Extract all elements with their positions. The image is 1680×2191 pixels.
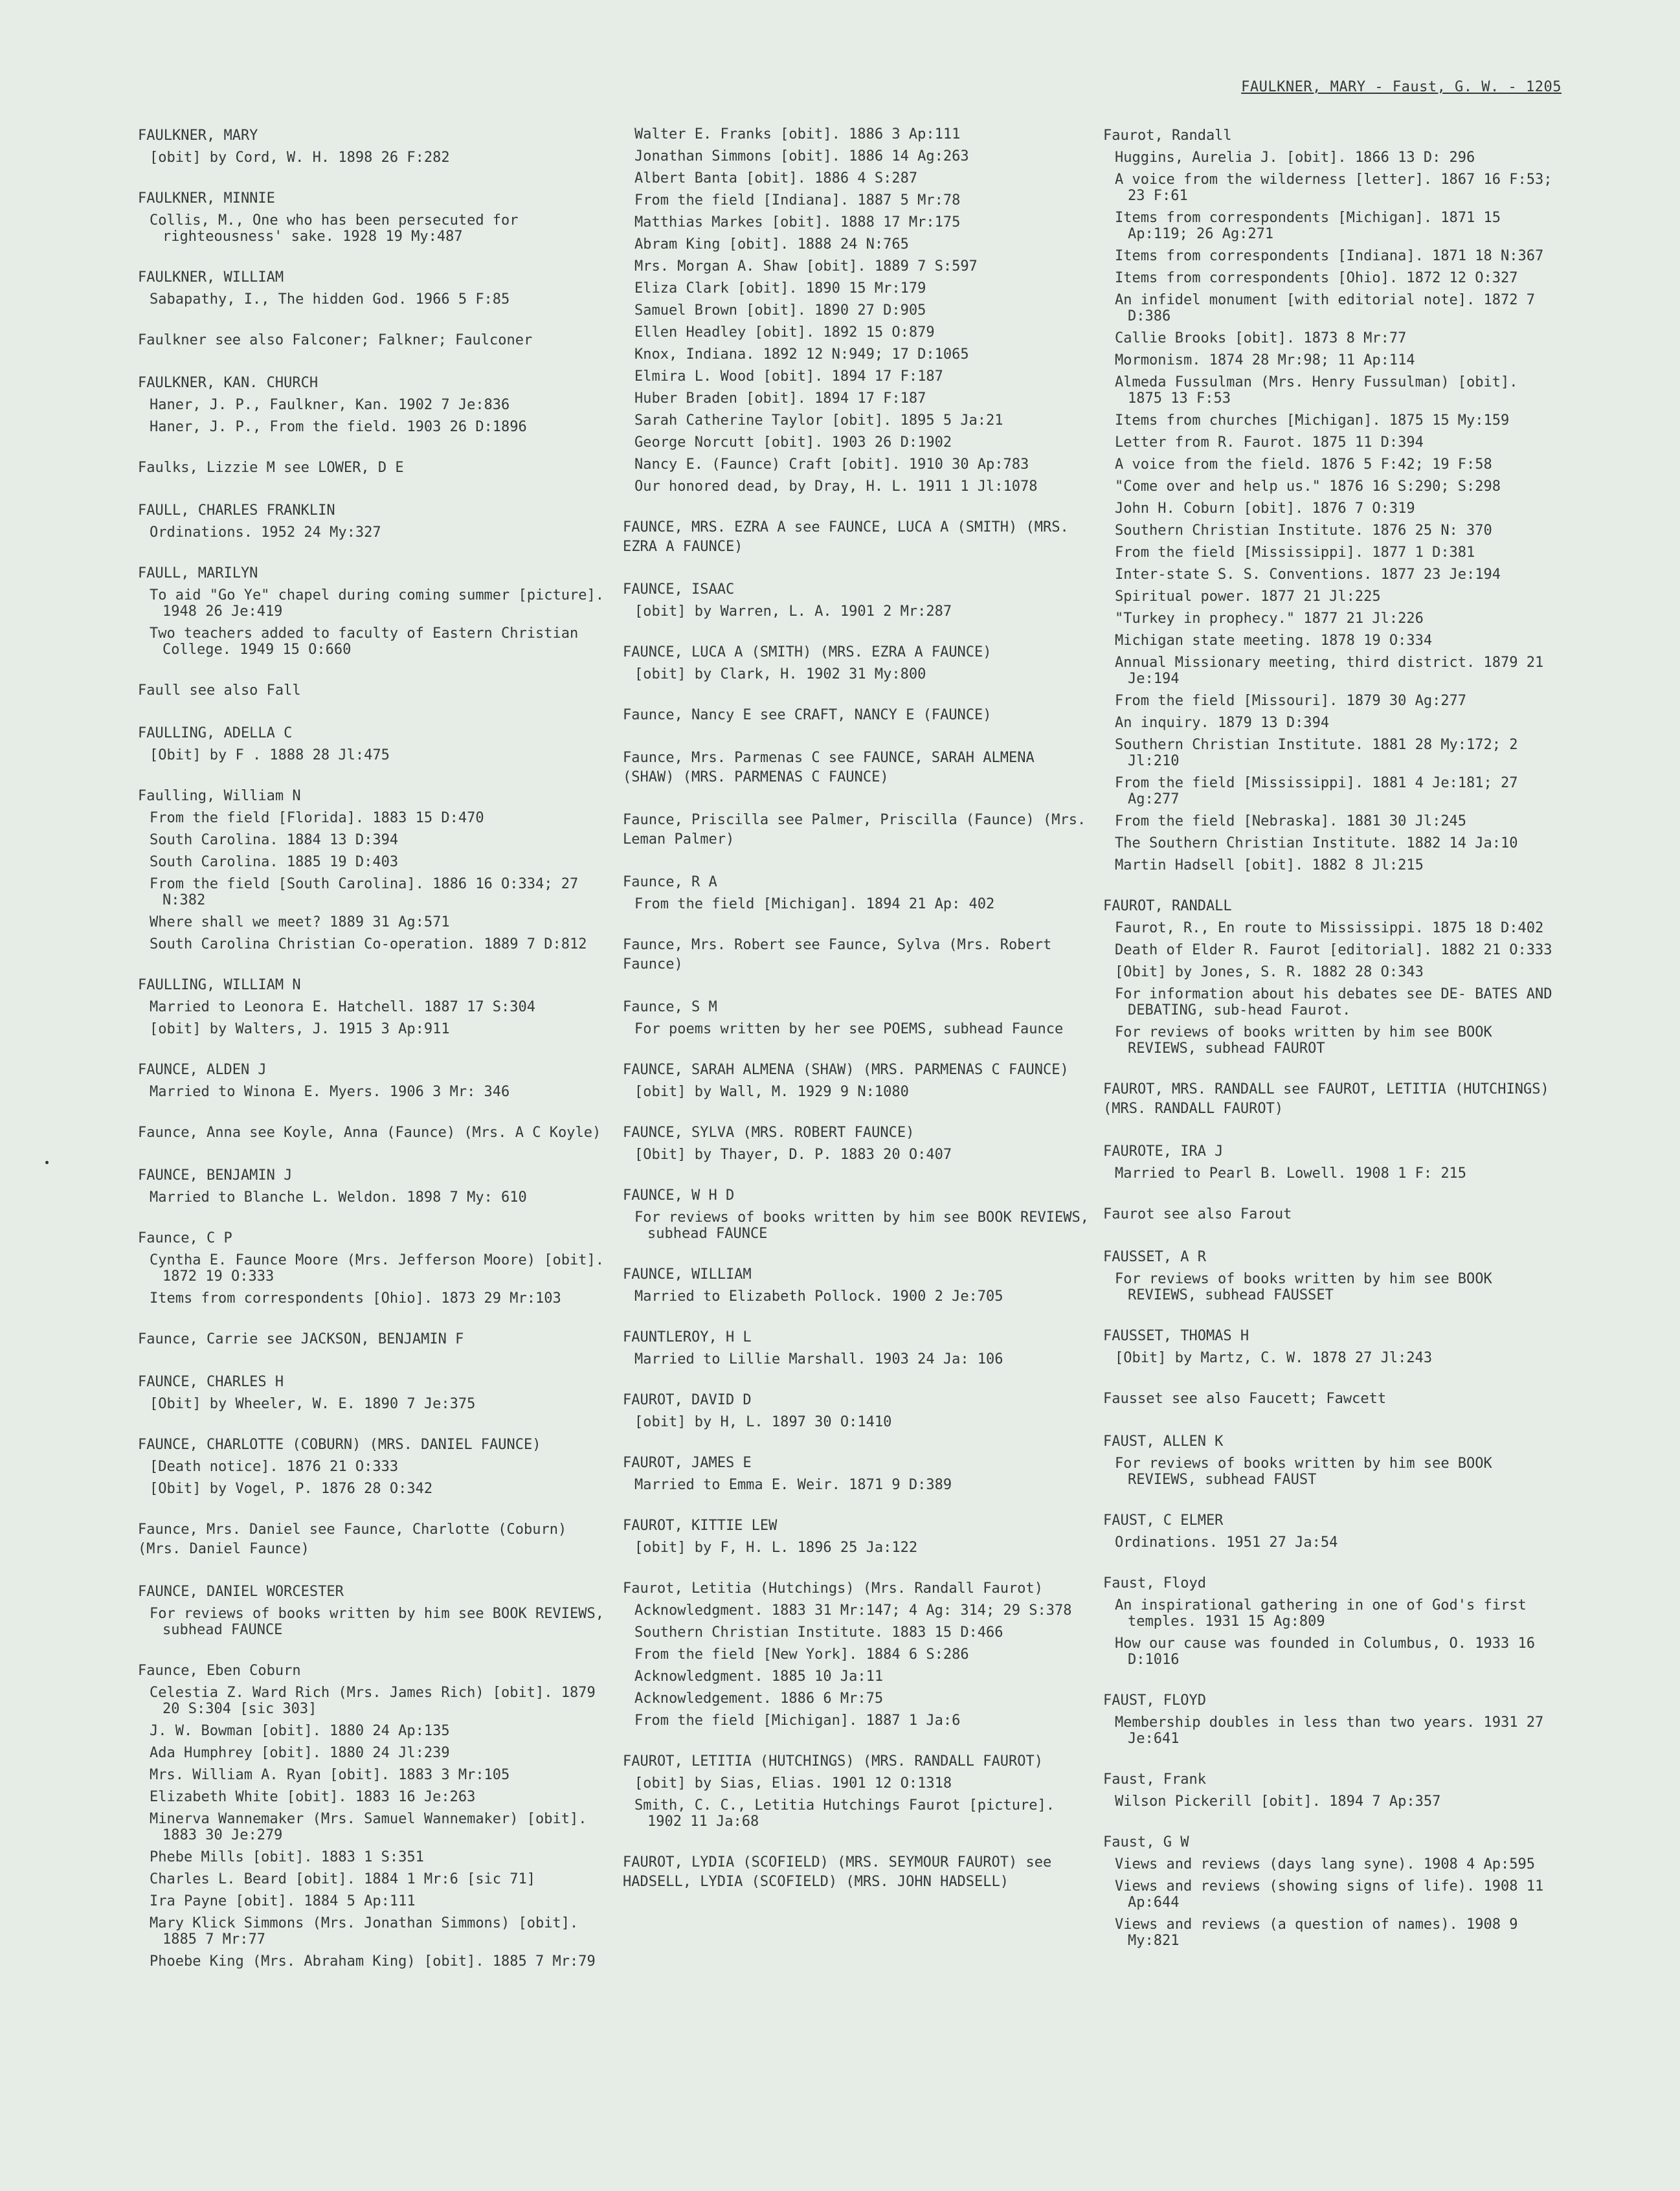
index-entry — [138, 458, 604, 478]
entry-citation: [obit] by F, H. L. 1896 25 Ja:122 — [634, 1540, 918, 1556]
entry-citation: For reviews of books written by him see BOOK REVIEWS, subhead FAUSSET — [1115, 1271, 1501, 1303]
entry-citation: Eliza Clark [obit]. 1890 15 Mr:179 — [634, 280, 926, 297]
index-entry — [623, 1853, 1089, 1892]
entry-citation: For reviews of books written by him see BOOK REVIEWS, subhead FAUNCE — [634, 1209, 1098, 1242]
entry-citation: Walter E. Franks [obit]. 1886 3 Ap:111 — [634, 126, 961, 142]
entry-citation: Views and reviews (showing signs of life). 1908 11 Ap:644 — [1115, 1878, 1552, 1911]
index-entry — [623, 518, 1089, 557]
entry-citation: Where shall we meet? 1889 31 Ag:571 — [150, 914, 450, 930]
entry-heading: FAUROT, LYDIA (SCOFIELD) (MRS. SEYMOUR FAUROT) see HADSELL, LYDIA (SCOFIELD) (MRS. JOHN HADSELL) — [623, 1854, 1060, 1890]
index-entry — [623, 1454, 1089, 1493]
entry-citation: From the field [South Carolina]. 1886 16 O:334; 27 N:382 — [150, 876, 587, 908]
entry-citation: [obit] by Walters, J. 1915 3 Ap:911 — [150, 1021, 450, 1037]
entry-citation: Two teachers added to faculty of Eastern Christian College. 1949 15 O:660 — [150, 625, 587, 658]
index-entry — [1103, 1205, 1556, 1224]
entry-heading: FAULKNER, MARY — [138, 128, 258, 144]
index-entry — [138, 331, 604, 350]
entry-heading: FAUNCE, CHARLOTTE (COBURN) (MRS. DANIEL FAUNCE) — [138, 1437, 541, 1453]
entry-citation: Cyntha E. Faunce Moore (Mrs. Jefferson Moore) [obit]. 1872 19 O:333 — [150, 1252, 613, 1285]
entry-citation: Nancy E. (Faunce) Craft [obit]. 1910 30 Ap:783 — [634, 456, 1029, 473]
margin-speck — [45, 1161, 49, 1164]
entry-heading: FAULKNER, MINNIE — [138, 190, 275, 207]
entry-citation: Items from correspondents [Ohio]. 1872 12 O:327 — [1115, 270, 1518, 286]
index-entry — [623, 126, 1089, 495]
entry-heading: FAULLING, WILLIAM N — [138, 977, 301, 993]
index-entry — [138, 1330, 604, 1349]
entry-citation: Mrs. Morgan A. Shaw [obit]. 1889 7 S:597 — [634, 258, 978, 275]
entry-heading: Faurot, Letitia (Hutchings) (Mrs. Randall Faurot) — [623, 1580, 1044, 1597]
index-entry — [623, 643, 1089, 682]
entry-citation: Southern Christian Institute. 1883 15 D:466 — [634, 1624, 1003, 1641]
entry-citation: Married to Elizabeth Pollock. 1900 2 Je:705 — [634, 1288, 1003, 1305]
entry-citation: Abram King [obit]. 1888 24 N:765 — [634, 236, 909, 253]
entry-heading: Faunce, Priscilla see Palmer, Priscilla (Faunce) (Mrs. Leman Palmer) — [623, 812, 1095, 848]
entry-citation: John H. Coburn [obit]. 1876 7 O:319 — [1115, 500, 1415, 517]
entry-citation: [obit] by Cord, W. H. 1898 26 F:282 — [150, 150, 450, 166]
entry-heading: FAULL, CHARLES FRANKLIN — [138, 502, 335, 519]
index-entry — [138, 1661, 604, 1970]
entry-heading: FAUNCE, BENJAMIN J — [138, 1167, 293, 1184]
index-entry — [1103, 1574, 1556, 1668]
entry-citation: Death of Elder R. Faurot [editorial]. 1882 21 O:333 — [1115, 942, 1552, 958]
entry-citation: From the field [Florida]. 1883 15 D:470 — [150, 810, 484, 826]
entry-citation: Huggins, Aurelia J. [obit]. 1866 13 D: 296 — [1115, 150, 1475, 166]
index-entry — [138, 1373, 604, 1412]
entry-citation: Acknowledgement. 1886 6 Mr:75 — [634, 1691, 884, 1707]
index-entry — [623, 1579, 1089, 1729]
index-entry — [138, 501, 604, 541]
entry-citation: From the field [Michigan]. 1894 21 Ap: 402 — [634, 896, 995, 912]
entry-citation: Smith, C. C., Letitia Hutchings Faurot [picture]. 1902 11 Ja:68 — [634, 1797, 1064, 1830]
entry-heading: FAUST, C ELMER — [1103, 1512, 1224, 1529]
index-entry — [623, 936, 1089, 974]
entry-citation: [obit] by H, L. 1897 30 O:1410 — [634, 1414, 892, 1430]
entry-citation: From the field [Michigan]. 1887 1 Ja:6 — [634, 1713, 961, 1729]
entry-heading: FAUROT, RANDALL — [1103, 898, 1232, 914]
entry-citation: Mrs. William A. Ryan [obit]. 1883 3 Mr:105 — [150, 1767, 510, 1783]
index-entry — [623, 1186, 1098, 1242]
entry-heading: Faunce, Eben Coburn — [138, 1663, 301, 1679]
entry-citation: Ordinations. 1952 24 My:327 — [150, 524, 381, 541]
index-entry — [1103, 1833, 1556, 1949]
entry-citation: Married to Pearl B. Lowell. 1908 1 F: 215 — [1115, 1165, 1467, 1182]
entry-citation: Married to Lillie Marshall. 1903 24 Ja: 106 — [634, 1351, 1003, 1367]
entry-citation: J. W. Bowman [obit]. 1880 24 Ap:135 — [150, 1723, 450, 1739]
entry-citation: Acknowledgment. 1883 31 Mr:147; 4 Ag: 314; 29 S:378 — [634, 1602, 1072, 1619]
entry-citation: [Obit] by Thayer, D. P. 1883 20 O:407 — [634, 1147, 952, 1163]
entry-heading: Faurot, Randall — [1103, 128, 1232, 144]
entry-citation: For reviews of books written by him see BOOK REVIEWS, subhead FAUST — [1115, 1455, 1501, 1488]
entry-heading: Faunce, Anna see Koyle, Anna (Faunce) (Mrs. A C Koyle) — [138, 1125, 601, 1141]
index-entry — [623, 1123, 1089, 1163]
index-entry — [138, 564, 613, 658]
entry-heading: FAUNCE, ALDEN J — [138, 1062, 267, 1078]
entry-citation: Southern Christian Institute. 1881 28 My:172; 2 Jl:210 — [1115, 737, 1527, 769]
entry-heading: FAUROT, KITTIE LEW — [623, 1518, 778, 1534]
index-entry — [623, 1328, 1089, 1367]
entry-heading: Faust, Floyd — [1103, 1575, 1206, 1591]
entry-citation: From the field [Mississippi]. 1877 1 D:381 — [1115, 545, 1475, 561]
entry-citation: Elizabeth White [obit]. 1883 16 Je:263 — [150, 1789, 476, 1805]
entry-heading: Faunce, Mrs. Robert see Faunce, Sylva (Mrs. Robert Faunce) — [623, 937, 1060, 972]
entry-heading: Fausset see also Faucett; Fawcett — [1103, 1391, 1387, 1407]
index-entry — [1103, 1691, 1556, 1747]
entry-heading: FAUROT, DAVID D — [623, 1392, 752, 1408]
entry-citation: Haner, J. P., From the field. 1903 26 D:1896 — [150, 419, 527, 435]
entry-heading: FAUNCE, W H D — [623, 1187, 735, 1204]
entry-heading: FAUST, FLOYD — [1103, 1692, 1206, 1709]
entry-heading: Faunce, Carrie see JACKSON, BENJAMIN F — [138, 1331, 464, 1347]
index-column-3 — [1103, 126, 1561, 1972]
entry-citation: Samuel Brown [obit]. 1890 27 D:905 — [634, 302, 926, 319]
entry-citation: Jonathan Simmons [obit]. 1886 14 Ag:263 — [634, 148, 969, 164]
entry-citation: An inspirational gathering in one of God's first temples. 1931 15 Ag:809 — [1115, 1597, 1536, 1630]
entry-heading: FAUROT, LETITIA (HUTCHINGS) (MRS. RANDALL FAUROT) — [623, 1753, 1044, 1770]
entry-heading: Faulks, Lizzie M see LOWER, D E — [138, 460, 404, 476]
index-entry — [1103, 126, 1561, 873]
entry-citation: From the field [Missouri]. 1879 30 Ag:277 — [1115, 693, 1467, 709]
entry-citation: [Obit] by Wheeler, W. E. 1890 7 Je:375 — [150, 1396, 476, 1412]
entry-citation: [obit] by Clark, H. 1902 31 My:800 — [634, 666, 926, 682]
index-entry — [1103, 1248, 1556, 1303]
entry-citation: Married to Winona E. Myers. 1906 3 Mr: 346 — [150, 1084, 510, 1100]
entry-citation: An infidel monument [with editorial note]. 1872 7 D:386 — [1115, 292, 1544, 324]
index-column-1 — [138, 126, 613, 1993]
index-entry — [623, 811, 1095, 849]
entry-heading: FAUNCE, SARAH ALMENA (SHAW) (MRS. PARMENAS C FAUNCE) — [623, 1062, 1069, 1078]
entry-heading: FAUROT, MRS. RANDALL see FAUROT, LETITIA (HUTCHINGS) (MRS. RANDALL FAUROT) — [1103, 1081, 1558, 1117]
index-entry — [1103, 1142, 1556, 1182]
entry-citation: Inter-state S. S. Conventions. 1877 23 Je:194 — [1115, 567, 1501, 583]
entry-citation: Wilson Pickerill [obit]. 1894 7 Ap:357 — [1115, 1793, 1441, 1810]
entry-heading: FAULKNER, WILLIAM — [138, 269, 284, 286]
index-entry — [138, 1520, 604, 1559]
entry-citation: [Obit] by Martz, C. W. 1878 27 Jl:243 — [1115, 1350, 1433, 1366]
index-entry — [623, 706, 1089, 725]
entry-citation: Michigan state meeting. 1878 19 O:334 — [1115, 633, 1433, 649]
entry-heading: FAUNTLEROY, H L — [623, 1329, 752, 1345]
entry-citation: Knox, Indiana. 1892 12 N:949; 17 D:1065 — [634, 346, 969, 363]
entry-heading: FAUNCE, ISAAC — [623, 581, 735, 598]
entry-citation: Sarah Catherine Taylor [obit]. 1895 5 Ja:21 — [634, 412, 1003, 429]
index-entry — [623, 580, 1089, 620]
entry-citation: South Carolina Christian Co-operation. 1889 7 D:812 — [150, 936, 587, 952]
entry-citation: For information about his debates see DE- BATES AND DEBATING, sub-head Faurot. — [1115, 986, 1561, 1018]
entry-citation: Phoebe King (Mrs. Abraham King) [obit]. 1885 7 Mr:79 — [150, 1953, 596, 1970]
entry-citation: Almeda Fussulman (Mrs. Henry Fussulman) [obit]. 1875 13 F:53 — [1115, 374, 1527, 407]
index-entry — [1103, 1080, 1556, 1119]
entry-heading: Faunce, Nancy E see CRAFT, NANCY E (FAUNCE) — [623, 707, 992, 723]
entry-heading: FAUNCE, LUCA A (SMITH) (MRS. EZRA A FAUNCE) — [623, 644, 992, 660]
index-entry — [623, 1391, 1089, 1430]
index-entry — [138, 189, 604, 245]
entry-citation: Ellen Headley [obit]. 1892 15 O:879 — [634, 324, 935, 341]
entry-citation: A voice from the field. 1876 5 F:42; 19 F:58 — [1115, 456, 1492, 473]
entry-citation: Married to Leonora E. Hatchell. 1887 17 S:304 — [150, 999, 536, 1015]
entry-citation: Minerva Wannemaker (Mrs. Samuel Wannemaker) [obit]. 1883 30 Je:279 — [150, 1811, 596, 1843]
entry-heading: FAUROTE, IRA J — [1103, 1143, 1224, 1160]
entry-citation: Callie Brooks [obit]. 1873 8 Mr:77 — [1115, 330, 1407, 346]
entry-citation: Views and reviews (days lang syne). 1908 4 Ap:595 — [1115, 1856, 1536, 1872]
entry-citation: Views and reviews (a question of names). 1908 9 My:821 — [1115, 1916, 1527, 1949]
entry-citation: Mormonism. 1874 28 Mr:98; 11 Ap:114 — [1115, 352, 1415, 368]
entry-citation: [obit] by Warren, L. A. 1901 2 Mr:287 — [634, 603, 952, 620]
entry-citation: The Southern Christian Institute. 1882 14 Ja:10 — [1115, 835, 1518, 851]
entry-citation: [Obit] by Vogel, P. 1876 28 O:342 — [150, 1481, 433, 1497]
index-entry — [138, 681, 604, 701]
index-entry — [138, 1061, 604, 1100]
entry-heading: Faust, Frank — [1103, 1771, 1206, 1788]
entry-heading: Faust, G W — [1103, 1834, 1189, 1850]
entry-citation: [Death notice]. 1876 21 O:333 — [150, 1459, 399, 1475]
entry-citation: Membership doubles in less than two years. 1931 27 Je:641 — [1115, 1714, 1552, 1747]
entry-citation: From the field [Indiana]. 1887 5 Mr:78 — [634, 192, 961, 208]
entry-citation: To aid "Go Ye" chapel during coming summer [picture]. 1948 26 Je:419 — [150, 587, 613, 620]
entry-citation: Sabapathy, I., The hidden God. 1966 5 F:85 — [150, 291, 510, 308]
index-entry — [1103, 1511, 1556, 1551]
index-entry — [138, 268, 604, 308]
entry-citation: Items from correspondents [Michigan]. 1871 15 Ap:119; 26 Ag:271 — [1115, 210, 1510, 242]
index-entry — [138, 1229, 613, 1307]
entry-heading: Faunce, Mrs. Parmenas C see FAUNCE, SARAH ALMENA (SHAW) (MRS. PARMENAS C FAUNCE) — [623, 750, 1044, 785]
entry-citation: Married to Emma E. Weir. 1871 9 D:389 — [634, 1477, 952, 1493]
entry-citation: [Obit] by F . 1888 28 Jl:475 — [150, 747, 390, 763]
entry-heading: FAUNCE, MRS. EZRA A see FAUNCE, LUCA A (SMITH) (MRS. EZRA A FAUNCE) — [623, 519, 1077, 555]
entry-citation: South Carolina. 1885 19 D:403 — [150, 854, 399, 870]
entry-citation: For reviews of books written by him see BOOK REVIEWS, subhead FAUROT — [1115, 1024, 1501, 1057]
entry-citation: Annual Missionary meeting, third district. 1879 21 Je:194 — [1115, 655, 1552, 687]
entry-citation: [obit] by Wall, M. 1929 9 N:1080 — [634, 1084, 909, 1100]
entry-citation: Acknowledgment. 1885 10 Ja:11 — [634, 1669, 884, 1685]
entry-citation: Collis, M., One who has been persecuted for righteousness' sake. 1928 19 My:487 — [150, 212, 527, 245]
entry-heading: FAULL, MARILYN — [138, 565, 258, 581]
entry-citation: Letter from R. Faurot. 1875 11 D:394 — [1115, 434, 1424, 451]
entry-citation: "Turkey in prophecy." 1877 21 Jl:226 — [1115, 611, 1424, 627]
index-entry — [138, 1166, 604, 1206]
index-entry — [138, 1582, 613, 1638]
index-entry — [138, 787, 604, 952]
entry-citation: Martin Hadsell [obit]. 1882 8 Jl:215 — [1115, 857, 1424, 873]
entry-citation: Mary Klick Simmons (Mrs. Jonathan Simmons) [obit]. 1885 7 Mr:77 — [150, 1915, 587, 1948]
entry-citation: Matthias Markes [obit]. 1888 17 Mr:175 — [634, 214, 961, 230]
entry-heading: Faulkner see also Falconer; Falkner; Faulconer — [138, 332, 533, 348]
entry-citation: For reviews of books written by him see BOOK REVIEWS, subhead FAUNCE — [150, 1606, 613, 1638]
entry-citation: A voice from the wilderness [letter]. 1867 16 F:53; 23 F:61 — [1115, 172, 1561, 204]
index-entry — [623, 1516, 1089, 1556]
entry-citation: Items from churches [Michigan]. 1875 15 My:159 — [1115, 412, 1510, 429]
entry-heading: Faurot see also Farout — [1103, 1206, 1292, 1222]
entry-heading: FAULKNER, KAN. CHURCH — [138, 375, 319, 391]
entry-citation: Southern Christian Institute. 1876 25 N: 370 — [1115, 522, 1492, 539]
entry-heading: Faunce, C P — [138, 1230, 232, 1246]
entry-citation: From the field [Mississippi]. 1881 4 Je:181; 27 Ag:277 — [1115, 775, 1527, 807]
entry-heading: FAUSSET, THOMAS H — [1103, 1328, 1249, 1344]
entry-citation: Items from correspondents [Indiana]. 1871 18 N:367 — [1115, 248, 1544, 264]
entry-heading: Faunce, R A — [623, 874, 717, 890]
index-entry — [1103, 897, 1561, 1057]
entry-citation: Haner, J. P., Faulkner, Kan. 1902 7 Je:836 — [150, 397, 510, 413]
index-entry — [623, 873, 1089, 912]
entry-citation: From the field [Nebraska]. 1881 30 Jl:245 — [1115, 813, 1467, 829]
index-entry — [623, 1061, 1089, 1100]
entry-citation: Charles L. Beard [obit]. 1884 1 Mr:6 [sic 71] — [150, 1871, 536, 1887]
entry-citation: Phebe Mills [obit]. 1883 1 S:351 — [150, 1849, 424, 1865]
index-entry — [623, 1752, 1089, 1830]
entry-citation: An inquiry. 1879 13 D:394 — [1115, 715, 1330, 731]
entry-citation: "Come over and help us." 1876 16 S:290; S:298 — [1115, 478, 1501, 495]
entry-citation: Our honored dead, by Dray, H. L. 1911 1 Jl:1078 — [634, 478, 1038, 495]
entry-citation: How our cause was founded in Columbus, O. 1933 16 D:1016 — [1115, 1635, 1544, 1668]
entry-heading: FAUNCE, SYLVA (MRS. ROBERT FAUNCE) — [623, 1125, 915, 1141]
entry-citation: Albert Banta [obit]. 1886 4 S:287 — [634, 170, 918, 186]
entry-citation: Faurot, R., En route to Mississippi. 1875 18 D:402 — [1115, 920, 1544, 936]
index-entry — [138, 1123, 604, 1143]
entry-heading: Faulling, William N — [138, 788, 301, 804]
index-entry — [1103, 1389, 1556, 1409]
index-entry — [138, 374, 604, 435]
index-entry — [1103, 1770, 1556, 1810]
entry-citation: George Norcutt [obit]. 1903 26 D:1902 — [634, 434, 952, 451]
entry-citation: Ordinations. 1951 27 Ja:54 — [1115, 1534, 1338, 1551]
index-entry — [623, 748, 1089, 787]
index-entry — [138, 724, 604, 763]
entry-citation: [Obit] by Jones, S. R. 1882 28 O:343 — [1115, 964, 1424, 980]
entry-heading: FAUROT, JAMES E — [623, 1455, 752, 1471]
entry-heading: FAUNCE, WILLIAM — [623, 1266, 752, 1283]
index-entry — [623, 1265, 1089, 1305]
index-entry — [1103, 1432, 1556, 1488]
entry-citation: Ada Humphrey [obit]. 1880 24 Jl:239 — [150, 1745, 450, 1761]
entry-heading: FAUNCE, DANIEL WORCESTER — [138, 1584, 344, 1600]
index-entry — [138, 126, 604, 166]
entry-citation: Ira Payne [obit]. 1884 5 Ap:111 — [150, 1893, 416, 1909]
entry-citation: Celestia Z. Ward Rich (Mrs. James Rich) [obit]. 1879 20 S:304 [sic 303] — [150, 1685, 604, 1717]
entry-heading: Faunce, Mrs. Daniel see Faunce, Charlotte (Coburn) (Mrs. Daniel Faunce) — [138, 1522, 576, 1557]
entry-citation: South Carolina. 1884 13 D:394 — [150, 832, 399, 848]
index-entry — [138, 1435, 604, 1497]
page-header: FAULKNER, MARY - Faust, G. W. - 1205 — [1241, 79, 1562, 95]
entry-citation: Items from correspondents [Ohio]. 1873 29 Mr:103 — [150, 1290, 561, 1307]
entry-citation: For poems written by her see POEMS, subhead Faunce — [634, 1021, 1064, 1037]
entry-heading: Faull see also Fall — [138, 682, 301, 699]
index-entry — [623, 998, 1089, 1037]
entry-heading: Faunce, S M — [623, 999, 717, 1015]
index-entry — [1103, 1327, 1556, 1366]
entry-citation: Elmira L. Wood [obit]. 1894 17 F:187 — [634, 368, 943, 385]
entry-heading: FAUSSET, A R — [1103, 1249, 1206, 1265]
entry-heading: FAUST, ALLEN K — [1103, 1433, 1224, 1450]
index-column-2 — [623, 126, 1098, 1915]
entry-citation: From the field [New York]. 1884 6 S:286 — [634, 1646, 969, 1663]
entry-citation: Spiritual power. 1877 21 Jl:225 — [1115, 589, 1381, 605]
entry-citation: Huber Braden [obit]. 1894 17 F:187 — [634, 390, 926, 407]
index-entry — [138, 976, 604, 1037]
entry-heading: FAULLING, ADELLA C — [138, 725, 293, 741]
entry-citation: Married to Blanche L. Weldon. 1898 7 My: 610 — [150, 1189, 527, 1206]
entry-citation: [obit] by Sias, Elias. 1901 12 O:1318 — [634, 1775, 952, 1792]
entry-heading: FAUNCE, CHARLES H — [138, 1374, 284, 1390]
